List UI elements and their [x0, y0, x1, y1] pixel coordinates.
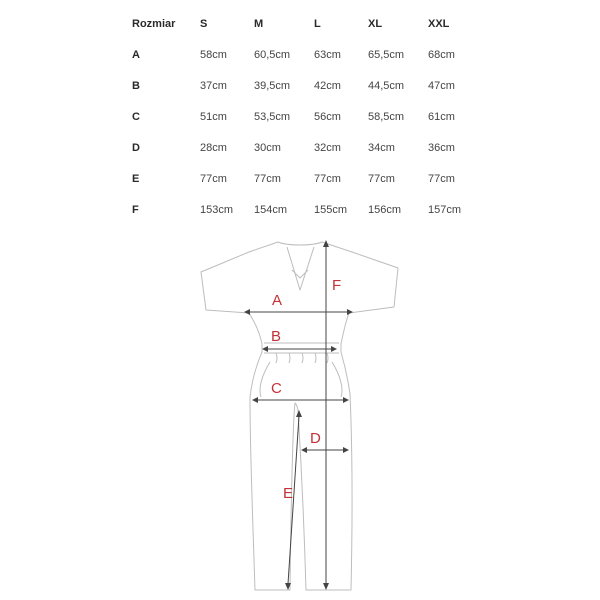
row-label: E [132, 172, 140, 185]
arrowhead-icon [323, 240, 329, 247]
table-cell: 47cm [428, 79, 455, 92]
row-label: C [132, 110, 140, 123]
header-s: S [200, 17, 208, 30]
table-cell: 60,5cm [254, 48, 291, 61]
table-cell: 77cm [254, 172, 281, 185]
row-label: B [132, 79, 140, 92]
row-label: D [132, 141, 140, 154]
table-cell: 58cm [200, 48, 227, 61]
header-xl: XL [368, 17, 383, 30]
table-cell: 51cm [200, 110, 227, 123]
header-m: M [254, 17, 264, 30]
pocket-right [332, 362, 342, 397]
table-cell: 39,5cm [254, 79, 291, 92]
label-e: E [283, 485, 294, 502]
label-a: A [272, 292, 283, 309]
header-l: L [314, 17, 321, 30]
arrowhead-icon [331, 346, 337, 352]
table-cell: 77cm [368, 172, 395, 185]
table-cell: 68cm [428, 48, 455, 61]
table-cell: 61cm [428, 110, 455, 123]
neckline-v [287, 247, 314, 290]
row-label: A [132, 48, 140, 61]
table-cell: 154cm [254, 203, 288, 216]
table-cell: 34cm [368, 141, 395, 154]
table-cell: 56cm [314, 110, 341, 123]
table-cell: 77cm [314, 172, 341, 185]
table-cell: 153cm [200, 203, 234, 216]
table-cell: 37cm [200, 79, 227, 92]
row-label: F [132, 203, 139, 216]
table-cell: 44,5cm [368, 79, 405, 92]
arrowhead-icon [343, 397, 349, 403]
label-f: F [332, 277, 342, 294]
pocket-left [260, 362, 270, 397]
label-d: D [310, 430, 321, 447]
table-cell: 58,5cm [368, 110, 405, 123]
table-cell: 28cm [200, 141, 227, 154]
waist-gathers [276, 353, 328, 363]
arrowhead-icon [343, 447, 349, 453]
table-cell: 77cm [428, 172, 455, 185]
arrowhead-icon [296, 410, 302, 417]
table-cell: 157cm [428, 203, 462, 216]
arrowhead-icon [252, 397, 258, 403]
table-cell: 63cm [314, 48, 341, 61]
arrowhead-icon [262, 346, 268, 352]
arrowhead-icon [323, 583, 329, 590]
table-cell: 155cm [314, 203, 348, 216]
table-cell: 32cm [314, 141, 341, 154]
label-c: C [271, 380, 282, 397]
header-xxl: XXL [428, 17, 450, 30]
table-cell: 77cm [200, 172, 227, 185]
table-cell: 30cm [254, 141, 281, 154]
arrowhead-icon [301, 447, 307, 453]
label-b: B [271, 328, 282, 345]
arrowhead-icon [347, 309, 353, 315]
table-cell: 53,5cm [254, 110, 291, 123]
table-cell: 156cm [368, 203, 402, 216]
table-cell: 42cm [314, 79, 341, 92]
table-cell: 65,5cm [368, 48, 405, 61]
table-cell: 36cm [428, 141, 455, 154]
arrowhead-icon [244, 309, 250, 315]
header-size: Rozmiar [132, 17, 176, 30]
